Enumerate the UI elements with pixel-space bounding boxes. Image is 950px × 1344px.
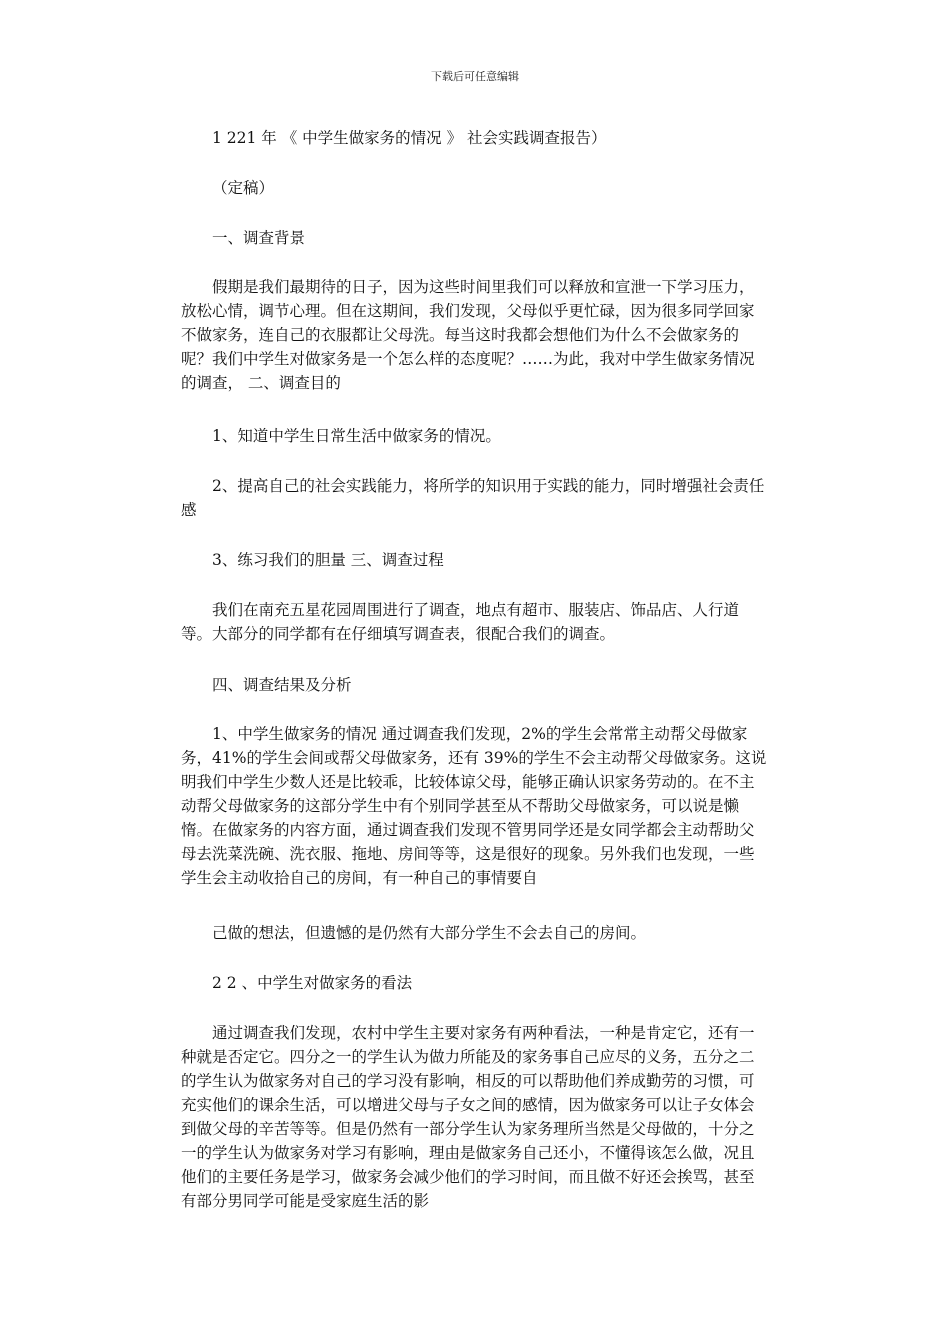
goal-item-2: 2、提高自己的社会实践能力，将所学的知识用于实践的能力，同时增强社会责任感 [181,477,765,519]
paragraph-views: 通过调查我们发现，农村中学生主要对家务有两种看法，一种是肯定它，还有一种就是否定它。四分之一的学生认为做力所能及的家务事自己应尽的义务，五分之二的学生认为做家务对自己的学习没有影响，相反的可以帮助他们养成勤劳的习惯，可充实他们的课余生活，可以增进父母与子女之间的感情，因为做家务可以让子女体会到做父母的辛苦等等。但是仍然有一部分学生认为家务理所当然是父母做的，十分之一的学生认为做家务对学习有影响，理由是做家务自己还小，不懂得该怎么做，况且他们的主要任务是学习，做家务会减少他们的学习时间，而且做不好还会挨骂，甚至有部分男同学可能是受家庭生活的影 [181,1024,755,1210]
paragraph-results-1-continued: 己做的想法，但遗憾的是仍然有大部分学生不会去自己的房间。 [212,924,647,942]
goal-item-1: 1、知道中学生日常生活中做家务的情况。 [212,427,501,445]
download-note: 下载后可任意编辑 [431,70,519,83]
paragraph-process: 我们在南充五星花园周围进行了调查，地点有超市、服装店、饰品店、人行道等。大部分的同学都有在仔细填写调查表，很配合我们的调查。 [181,601,740,643]
paragraph-background: 假期是我们最期待的日子，因为这些时间里我们可以释放和宣泄一下学习压力，放松心情，调节心理。但在这期间，我们发现，父母似乎更忙碌，因为很多同学回家不做家务，连自己的衣服都让父母洗。每当这时我都会想他们为什么不会做家务的呢？我们中学生对做家务是一个怎么样的态度呢？……为此，我对中学生做家务情况的调查， 二、调查目的 [181,278,755,392]
goal-item-3: 3、练习我们的胆量 三、调查过程 [212,551,444,569]
document-title: 1 221 年 《 中学生做家务的情况 》 社会实践调查报告） [212,129,607,147]
paragraph-results-1: 1、中学生做家务的情况 通过调查我们发现，2%的学生会常常主动帮父母做家务，41%的学生会间或帮父母做家务，还有 39%的学生不会主动帮父母做家务。这说明我们中学生少数人还是比较乖，比较体谅父母，能够正确认识家务劳动的。在不主动帮父母做家务的这部分学生中有个别同学甚至从不帮助父母做家务，可以说是懒惰。在做家务的内容方面，通过调查我们发现不管男同学还是女同学都会主动帮助父母去洗菜洗碗、洗衣服、拖地、房间等等，这是很好的现象。另外我们也发现，一些学生会主动收拾自己的房间，有一种自己的事情要自 [181,725,767,887]
section-heading-results: 四、调查结果及分析 [212,676,352,694]
section-heading-background: 一、调查背景 [212,229,306,247]
subsection-heading-views: 2 2 、中学生对做家务的看法 [212,974,413,992]
draft-label: （定稿） [212,179,275,197]
